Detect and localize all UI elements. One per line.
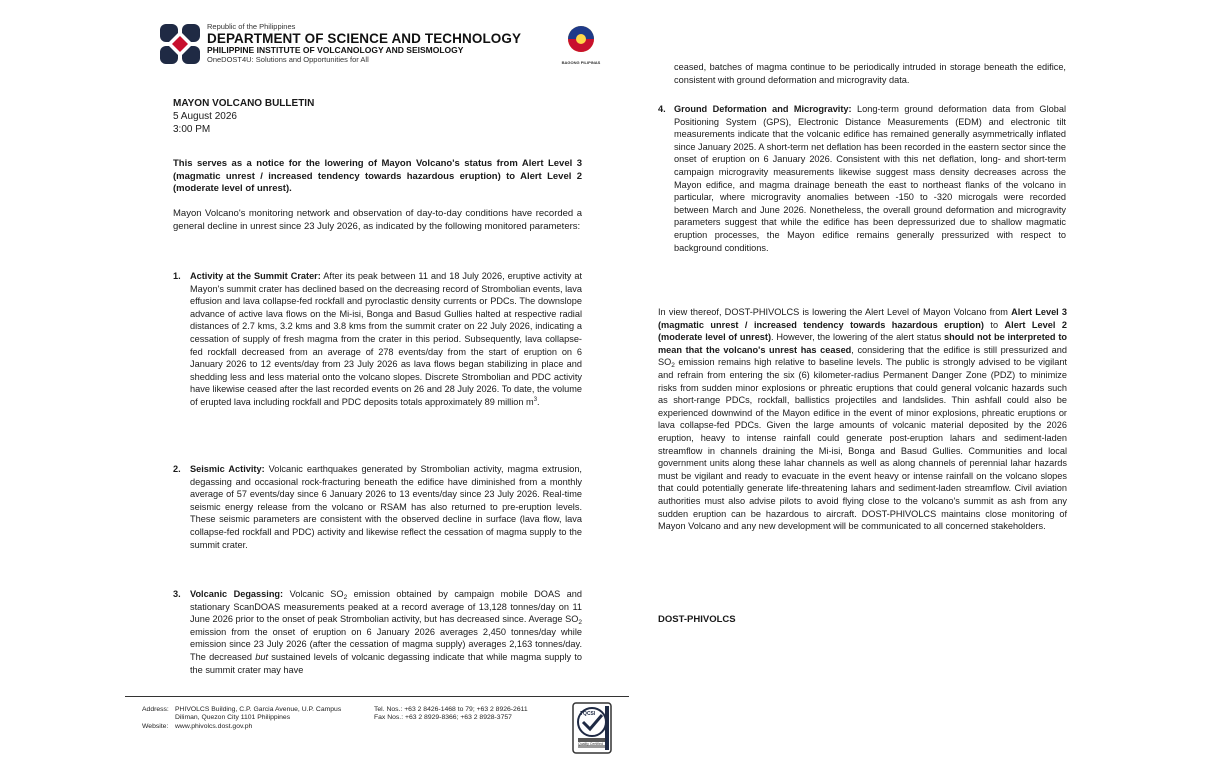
item-heading: Seismic Activity: <box>190 464 265 474</box>
dost-phivolcs-logo-icon <box>158 22 202 66</box>
address-line-1: PHIVOLCS Building, C.P. Garcia Avenue, U.P. Campus <box>175 706 342 713</box>
tqcsi-sub-label: Quality Certified <box>578 742 603 746</box>
bulletin-title: MAYON VOLCANO BULLETIN <box>173 98 315 109</box>
bulletin-meta <box>173 97 314 136</box>
footer-divider <box>125 696 629 697</box>
website-link[interactable]: www.phivolcs.dost.gov.ph <box>175 722 253 730</box>
closing-bold: Alert Level 2 (moderate level of unrest) <box>658 319 1067 343</box>
item-text-part: emission from the onset of eruption on 6 January 2026 averages 2,450 tonnes/day while emission since 23 July 2026 (after the cessation of magma supply) averages 2,163 tonnes/day. The decreased <box>190 626 582 662</box>
subscript: 2 <box>671 362 675 370</box>
bagong-pilipinas-seal <box>560 24 602 65</box>
item-text: Volcanic earthquakes generated by Strombolian activity, magma extrusion, degassing and occasional rock-fracturing beneath the edifice have diminished from a monthly average of 57 events/day since 6 January 2026 to 13 events/day since 23 July 2026. Real-time seismic energy release from the volcano or RSAM has also returned to pre-eruption levels. These seismic parameters are consistent with the observed decline in surface (lava flow, lava collapse-fed rockfall and PDC) activity and likewise reflect the cessation of magma supply to the summit crater. <box>190 464 582 550</box>
closing-text: , considering that the edifice is still pressurized and SO <box>658 344 1067 368</box>
parameter-item-4 <box>658 103 1066 254</box>
closing-text: In view thereof, DOST-PHIVOLCS is lowering the Alert Level of Mayon Volcano from <box>658 307 1012 317</box>
notice-paragraph: This serves as a notice for the lowering of Mayon Volcano's status from Alert Level 3 (magmatic unrest / increased tendency towards hazardous eruption) to Alert Level 2 (moderate level of unrest). <box>173 158 582 195</box>
tqcsi-label: TQCSI <box>580 711 596 717</box>
bulletin-date: 5 August 2026 <box>173 111 237 122</box>
parameter-item-3 <box>173 588 582 676</box>
department-name: DEPARTMENT OF SCIENCE AND TECHNOLOGY <box>207 30 522 46</box>
letterhead <box>207 23 547 63</box>
closing-paragraph <box>658 306 1067 533</box>
republic-label: Republic of the Philippines <box>207 22 296 31</box>
item-text: After its peak between 11 and 18 July 2026, eruptive activity at Mayon's summit crater has declined based on the decreasing record of Strombolian events, lava effusion and lava collapse-fed rockfall and pyroclastic density currents or PDCs. The downslope advance of active lava flows on the Mi-isi, Bonga and Basud Gullies halted at respective radial distances of 2.7 kms, 3.2 kms and 3.8 kms from the summit crater on 22 July 2026, indicating a cessation of supply of fresh magma from the crater in this period. Subsequently, lava collapse-fed rockfall decreased from an average of 278 events/day from the start of eruption on 6 January 2026 to 12 events/day from 23 July 2026 as lava flows began stabilizing in place and shedding less and less material onto the volcano slopes. Discrete Strombolian and PDC activity have likewise ceased after the last recorded events on 26 and 28 July 2026. To date, the volume of erupted lava including rockfall and PDC deposits totals approximately 89 million m <box>190 271 583 407</box>
bulletin-time: 3:00 PM <box>173 124 211 135</box>
footer-contact-block <box>374 706 528 723</box>
item-heading: Volcanic Degassing: <box>190 589 284 599</box>
tqcsi-certification-badge-icon <box>572 702 612 754</box>
fax-numbers: Fax Nos.: +63 2 8929-8366; +63 2 8928-3757 <box>374 714 512 722</box>
emphasis: but <box>255 651 268 662</box>
unit-superscript: 3 <box>533 396 538 403</box>
item-text-part: emission obtained by campaign mobile DOAS and stationary ScanDOAS measurements peaked at a record average of 13,128 tonnes/day on 11 June 2026 prior to the onset of peak Strombolian activity, but has decreased since. Average SO <box>190 589 583 625</box>
tagline: OneDOST4U: Solutions and Opportunities for All <box>207 54 369 64</box>
subscript: 2 <box>343 594 348 601</box>
address-label: Address: <box>142 706 169 713</box>
closing-text: . However, the lowering of the alert status <box>771 332 945 343</box>
item-number: 2. <box>173 464 181 474</box>
website-label: Website: <box>142 722 169 730</box>
footer-address-block <box>142 706 341 731</box>
item-number: 1. <box>173 271 181 281</box>
signature: DOST-PHIVOLCS <box>658 614 736 625</box>
closing-text: to <box>983 319 1005 330</box>
parameter-item-2 <box>173 463 582 551</box>
item-heading: Ground Deformation and Microgravity: <box>674 104 852 114</box>
intro-paragraph: Mayon Volcano's monitoring network and observation of day-to-day conditions have recorded a general decline in unrest since 23 July 2026, as indicated by the following monitored parameters: <box>173 208 582 232</box>
item-text-part: Volcanic SO <box>289 589 344 599</box>
closing-bold: should not be interpreted to mean that the volcano's unrest has ceased <box>658 332 1067 355</box>
tel-numbers: Tel. Nos.: +63 2 8426-1468 to 79; +63 2 8926-2611 <box>374 706 528 713</box>
subscript: 2 <box>578 619 582 627</box>
item-text-part: sustained levels of volcanic degassing indicate that while magma supply to the summit crater may have <box>190 651 582 675</box>
closing-text: emission remains high relative to baseline levels. The public is strongly advised to be vigilant and refrain from entering the six (6) kilometer-radius Permanent Danger Zone (PDZ) to minimize risks from sudden minor explosions or phreatic eruptions that could general volcanic hazards such as short-range PDCs, rockfall, ballistics projectiles and landslides. Thin ashfall could also be experienced downwind of the Mayon edifice in the event of minor explosions, phreatic eruptions or lava collapse-fed PDCs. Given the large amounts of volcanic material deposited by the 2026 eruption, heavy to intense rainfall could generate post-eruption lahars and sediment-laden streamflow in channels draining the Mi-isi, Bonga and Basud Gullies. Communities and local government units along these lahar channels as well as along channels of perennial lahar hazards must be vigilant and ready to evacuate in the event heavy or intense rainfall on the volcano slopes that could potentially generate life-threatening lahars and sediment-laden streamflow. Civil aviation authorities must also advise pilots to avoid flying close to the volcano's summit as ash from any sudden eruption can be hazardous to aircraft. DOST-PHIVOLCS maintains close monitoring of Mayon Volcano and any new development will be communicated to all concerned stakeholders. <box>658 357 1067 532</box>
parameter-item-1 <box>173 270 582 409</box>
item-text: Long-term ground deformation data from Global Positioning System (GPS), Electronic Distance Measurements (EDM) and electronic tilt measurements indicate that the volcanic edifice has remained generally asymmetrically inflated since January 2025. A short-term net deflation has been recorded in the eastern sector since the onset of eruption on 6 January 2026. Consistent with this net deflation, long- and short-term campaign microgravity measurements likewise suggest mass density decreases across the Mayon edifice, and magma drainage beneath the east to northeast flanks of the volcano in particular, where microgravity anomalies between -150 to -320 microgals were recorded between March and June 2026. Nonetheless, the overall ground deformation and microgravity parameters suggest that while the edifice has been depressurized due to shallow magmatic eruption processes, the Mayon edifice remains generally pressurized with respect to background conditions. <box>674 104 1066 253</box>
item-number: 4. <box>658 104 666 114</box>
bagong-pilipinas-seal-icon <box>562 24 600 54</box>
closing-bold: Alert Level 3 (magmatic unrest / increased tendency towards hazardous eruption) <box>658 307 1068 330</box>
institute-name: PHILIPPINE INSTITUTE OF VOLCANOLOGY AND SEISMOLOGY <box>207 45 464 55</box>
address-line-2: Diliman, Quezon City 1101 Philippines <box>175 714 291 722</box>
item-heading: Activity at the Summit Crater: <box>190 271 321 281</box>
bagong-pilipinas-label: BAGONG PILIPINAS <box>561 60 601 65</box>
item-number: 3. <box>173 589 181 599</box>
item-text-end: . <box>537 396 540 407</box>
item-3-continuation: ceased, batches of magma continue to be periodically intruded in storage beneath the edifice, consistent with ground deformation and microgravity data. <box>674 62 1066 85</box>
